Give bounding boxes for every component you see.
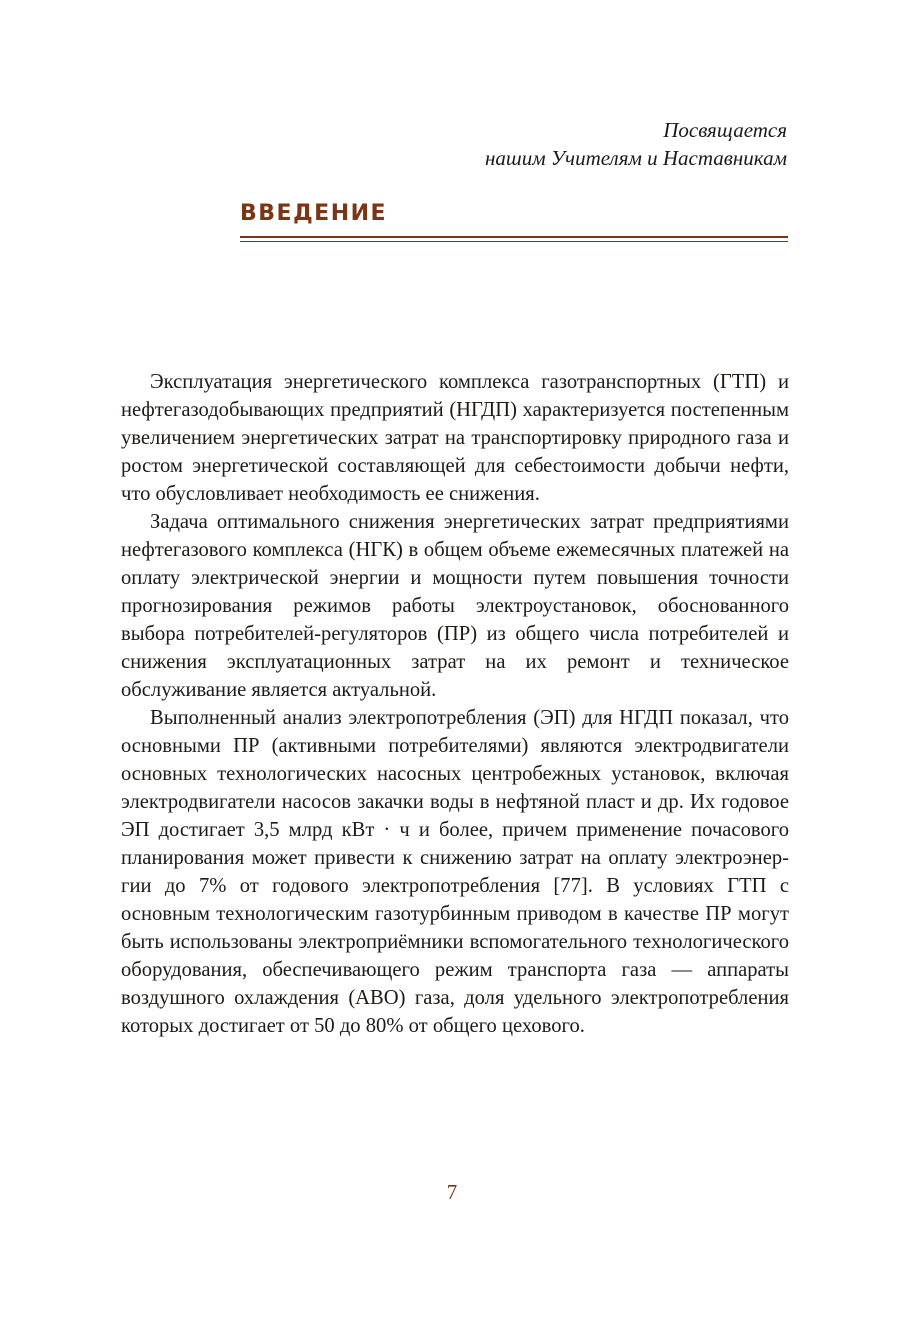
title-underline-thin	[240, 241, 788, 242]
body-text	[121, 368, 789, 1040]
dedication-line-2: нашим Учителям и Наставникам	[485, 146, 787, 170]
paragraph: Эксплуатация энергетического комплекса газотранспортных (ГТП) и нефтегазодобывающих предприятий (НГДП) характеризуется постепенным увеличением энергетических затрат на транспортировку природного газа и ростом энергетической составляющей для себестоимости добычи нефти, что обусловливает необходимость ее снижения.	[121, 371, 789, 505]
paragraph: Выполненный анализ электропотребления (ЭП) для НГДП показал, что основными ПР (активными потребителями) являются электродвигатели основных технологических насосных центробежных установок, включая электродвигатели насосов закачки воды в нефтяной пласт и др. Их годовое ЭП достигает 3,5 млрд кВт · ч и более, причем применение почасового планирования может привести к снижению затрат на оплату электроэнергии до 7% от годового электропотребления [77]. В условиях ГТП с основным технологическим газотурбинным приводом в качестве ПР могут быть использованы электроприёмники вспомогательного технологического оборудования, обеспечивающего режим транспорта газа — аппараты воздушного охлаждения (АВО) газа, доля удельного электропотребления которых достигает от 50 до 80% от общего цехового.	[121, 707, 789, 1037]
chapter-title: ВВЕДЕНИЕ	[240, 201, 388, 226]
title-underline	[240, 236, 788, 238]
dedication-line-1: Посвящается	[663, 118, 787, 142]
page-number: 7	[446, 1180, 458, 1204]
paragraph: Задача оптимального снижения энергетических затрат предприятиями нефтегазового комплекса (НГК) в общем объеме ежемесячных платежей на оплату электрической энергии и мощности путем повышения точности прогнозирования режимов работы электроустановок, обоснованного выбора потребителей-регуляторов (ПР) из общего числа потребителей и снижения эксплуатационных затрат на их ремонт и техническое обслуживание является актуальной.	[121, 511, 789, 701]
dedication	[287, 116, 787, 172]
